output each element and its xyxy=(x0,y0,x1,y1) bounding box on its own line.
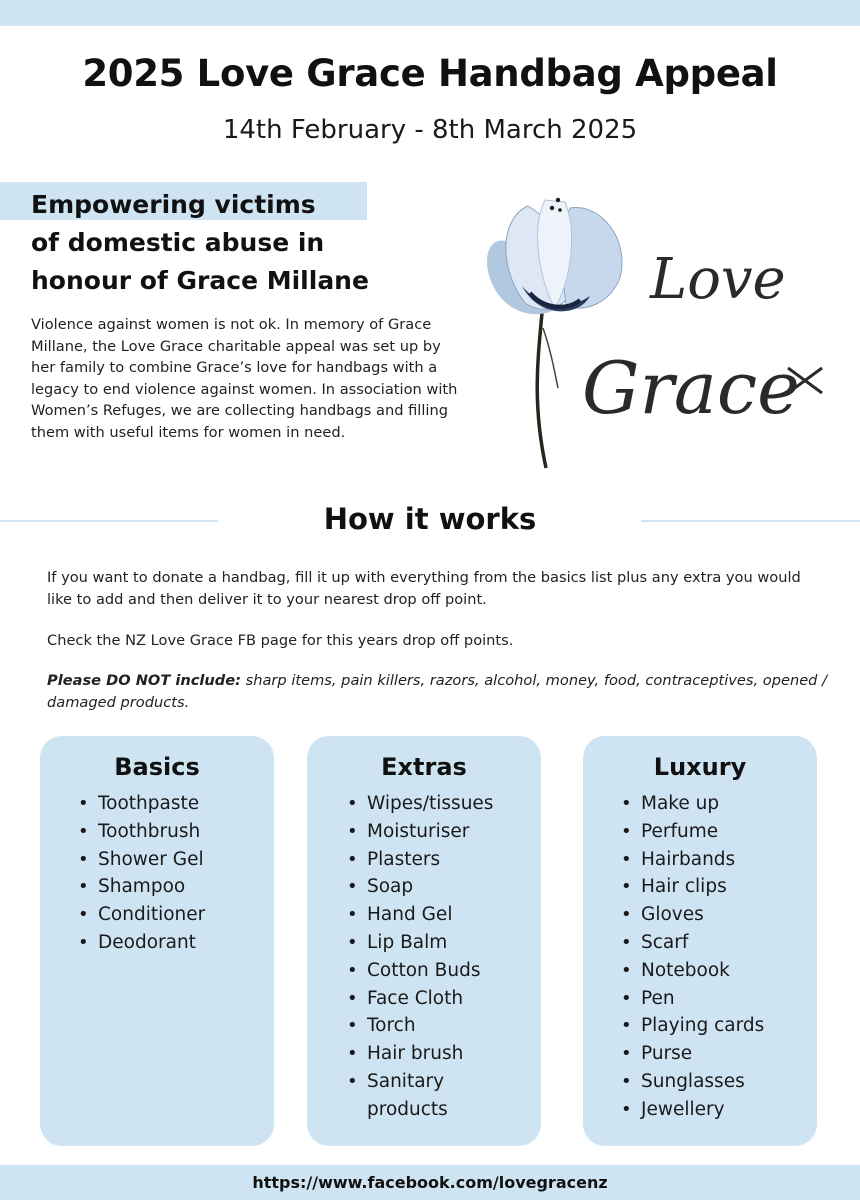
basics-title: Basics xyxy=(114,753,200,781)
page-title: 2025 Love Grace Handbag Appeal xyxy=(82,52,778,95)
list-item: • Toothpaste xyxy=(78,790,274,818)
list-item: • Moisturiser xyxy=(347,818,541,846)
list-item: • Gloves xyxy=(621,901,817,929)
luxury-card xyxy=(583,736,817,1146)
list-item: • Hairbands xyxy=(621,846,817,874)
list-item: • Soap xyxy=(347,873,541,901)
basics-list xyxy=(40,790,274,957)
list-item: • Plasters xyxy=(347,846,541,874)
love-grace-logo xyxy=(470,188,840,473)
list-item: • Deodorant xyxy=(78,929,274,957)
list-item: • Face Cloth xyxy=(347,985,541,1013)
logo-text-love: Love xyxy=(650,247,786,312)
list-item: • Lip Balm xyxy=(347,929,541,957)
extras-list xyxy=(307,790,541,1124)
logo-text-grace: Grace xyxy=(582,346,800,430)
list-item: • Sanitary products xyxy=(347,1068,457,1124)
extras-card xyxy=(307,736,541,1146)
extras-title: Extras xyxy=(381,753,467,781)
appeal-dates: 14th February - 8th March 2025 xyxy=(222,115,638,145)
intro-heading-line: Empowering victims xyxy=(31,190,316,219)
how-it-works-title: How it works xyxy=(323,502,537,536)
list-item: • Wipes/tissues xyxy=(347,790,541,818)
list-item: • Sunglasses xyxy=(621,1068,817,1096)
list-item: • Perfume xyxy=(621,818,817,846)
drop-off-paragraph: Check the NZ Love Grace FB page for this years drop off points. xyxy=(47,632,514,649)
intro-paragraph: Violence against women is not ok. In memory of Grace Millane, the Love Grace charitable appeal was set up by her family to combine Grace’s love for handbags with a legacy to end violence against women. In association with Women’s Refuges, we are collecting handbags and filling them with useful items for women in need. xyxy=(31,316,458,441)
list-item: • Hair clips xyxy=(621,873,817,901)
intro-heading xyxy=(31,186,451,300)
list-item: • Purse xyxy=(621,1040,817,1068)
basics-card xyxy=(40,736,274,1146)
footer-band xyxy=(0,1165,860,1200)
list-item: • Make up xyxy=(621,790,817,818)
exclusions-paragraph xyxy=(47,670,827,714)
instructions-paragraph: If you want to donate a handbag, fill it up with everything from the basics list plus any extra you would like to add and then deliver it to your nearest drop off point. xyxy=(47,569,801,608)
luxury-title: Luxury xyxy=(653,753,747,781)
list-item: • Jewellery xyxy=(621,1096,817,1124)
intro-heading-line: honour of Grace Millane xyxy=(31,266,369,295)
list-item: • Cotton Buds xyxy=(347,957,541,985)
exclusions-label: Please DO NOT include: xyxy=(47,672,241,689)
exclusions-text: sharp items, pain killers, razors, alcohol, money, food, contraceptives, opened / damaged products. xyxy=(47,672,827,711)
list-item: • Hair brush xyxy=(347,1040,541,1068)
list-item: • Shampoo xyxy=(78,873,274,901)
top-band xyxy=(0,0,860,26)
list-item: • Conditioner xyxy=(78,901,274,929)
list-item: • Hand Gel xyxy=(347,901,541,929)
list-item: • Notebook xyxy=(621,957,817,985)
luxury-list xyxy=(583,790,817,1124)
list-item: • Pen xyxy=(621,985,817,1013)
list-item: • Playing cards xyxy=(621,1012,817,1040)
list-item: • Torch xyxy=(347,1012,541,1040)
list-item: • Shower Gel xyxy=(78,846,274,874)
list-item: • Scarf xyxy=(621,929,817,957)
facebook-link[interactable]: https://www.facebook.com/lovegracenz xyxy=(252,1173,608,1192)
intro-heading-line: of domestic abuse in xyxy=(31,228,325,257)
list-item: • Toothbrush xyxy=(78,818,274,846)
